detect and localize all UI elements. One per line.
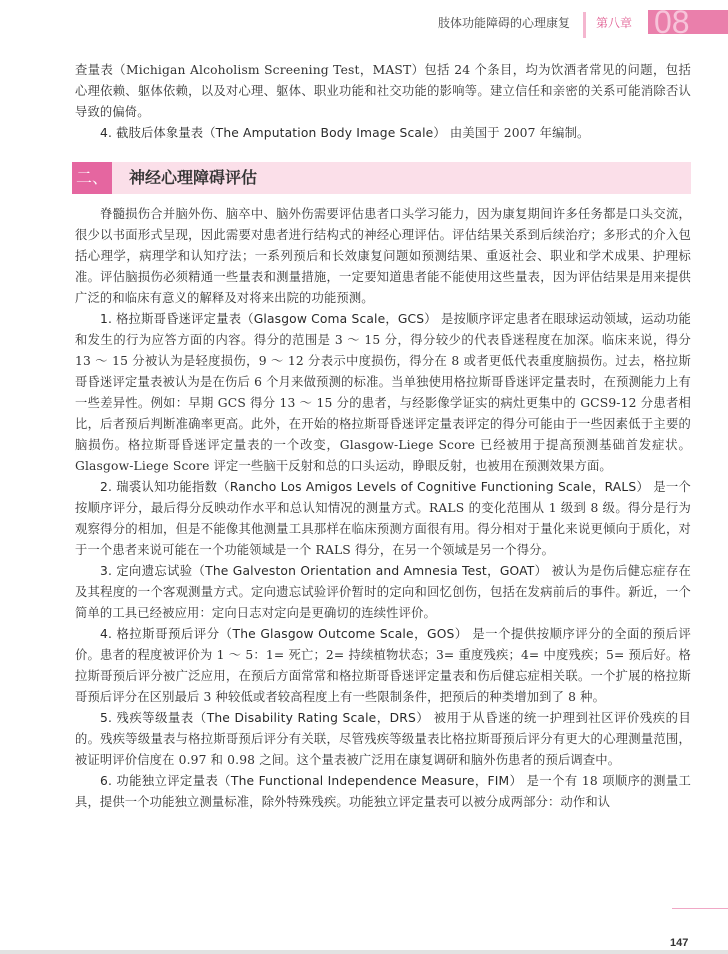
chapter-label: 第八章: [596, 16, 633, 30]
list-item: [75, 708, 691, 771]
section-number: 二、: [72, 162, 112, 194]
item-text: 是一个提供按顺序评分的全面的预后评价。患者的程度被评价为 1 ～ 5：1= 死亡；2= 持续植物状态；3= 重度残疾；4= 中度残疾；5= 预后好。格拉斯哥预后评分被广泛应用，在预后方面常常和格拉斯哥昏迷评定量表和伤后健忘症相关联。一个扩展的格拉斯哥预后评分在区别最后 3 种较低或者较高程度上有一些限制条件，把预后的种类增加到了 8 种。: [75, 627, 691, 704]
item-title: 4. 截肢后体象量表（The Amputation Body Image Scale）: [100, 126, 446, 140]
list-item: [75, 477, 691, 561]
footer-rule: [672, 908, 728, 909]
item-title: 1. 格拉斯哥昏迷评定量表（Glasgow Coma Scale，GCS）: [100, 312, 437, 326]
item-text: 被认为是伤后健忘症存在及其程度的一个客观测量方式。定向遗忘试验评价暂时的定向和回忆创伤，包括在发病前后的事件。新近，一个简单的工具已经被应用：定向日志对定向是更确切的连续性评价。: [75, 564, 691, 620]
item-title: 2. 瑞裘认知功能指数（Rancho Los Amigos Levels of Cognitive Functioning Scale，RALS）: [100, 480, 650, 494]
item-title: 3. 定向遗忘试验（The Galveston Orientation and Amnesia Test，GOAT）: [100, 564, 548, 578]
chapter-number: 08: [654, 10, 690, 34]
list-item: [75, 771, 691, 813]
item-title: 4. 格拉斯哥预后评分（The Glasgow Outcome Scale，GOS）: [100, 627, 468, 641]
item-title: 5. 残疾等级量表（The Disability Rating Scale，DRS）: [100, 711, 430, 725]
page-number: 147: [670, 937, 689, 949]
section-intro-paragraph: 脊髓损伤合并脑外伤、脑卒中、脑外伤需要评估患者口头学习能力，因为康复期间许多任务都是口头交流，很少以书面形式呈现，因此需要对患者进行结构式的神经心理评估。评估结果关系到后续治疗；多形式的介入包括心理学，病理学和认知疗法；一系列预后和长效康复问题如预测结果、重返社会、职业和学术成果、护理标准。评估脑损伤必须精通一些量表和测量措施，一定要知道患者能不能使用这些量表，因为评估结果是用来提供广泛的和临床有意义的解释及对将来出院的功能预测。: [75, 207, 691, 305]
book-title: 肢体功能障碍的心理康复: [437, 16, 570, 30]
item-amputation-scale: [75, 123, 691, 144]
section-heading: [72, 162, 691, 194]
item-text: 是一个有 18 项顺序的测量工具，提供一个功能独立测量标准，除外特殊残疾。功能独立评定量表可以被分成两部分：动作和认: [75, 774, 692, 809]
footer-strip: [0, 950, 728, 954]
continued-paragraph: 查量表（Michigan Alcoholism Screening Test，MAST）包括 24 个条目，均为饮酒者常见的问题，包括心理依赖、躯体依赖，以及对心理、躯体、职业功能和社交功能的影响等。建立信任和亲密的关系可能消除否认导致的偏倚。: [75, 63, 691, 119]
list-item: [75, 309, 691, 477]
list-item: [75, 561, 691, 624]
item-text: 是一个按顺序评分，最后得分反映动作水平和总认知情况的测量方式。RALS 的变化范围从 1 级到 8 级。得分是行为观察得分的相加，但是不能像其他测量工具那样在临床预测方面很有用。得分相对于量化来说更倾向于质化，对于一个患者来说可能在一个功能领域是一个 RALS 得分，在另一个领域是另一个得分。: [75, 480, 691, 557]
header-divider: [583, 12, 586, 38]
item-text: 被用于从昏迷的统一护理到社区评价残疾的目的。残疾等级量表与格拉斯哥预后评分有关联，尽管残疾等级量表比格拉斯哥预后评分有更大的心理测量范围，被证明评价信度在 0.97 和 0.98 之间。这个量表被广泛用在康复调研和脑外伤患者的预后调查中。: [75, 711, 691, 767]
item-text: 由美国于 2007 年编制。: [449, 126, 590, 140]
section-title: 神经心理障碍评估: [129, 168, 258, 187]
chapter-number-block: [648, 10, 728, 34]
item-title: 6. 功能独立评定量表（The Functional Independence Measure，FIM）: [100, 774, 523, 788]
item-text: 是按顺序评定患者在眼球运动领域，运动功能和发生的行为应答方面的内容。得分的范围是 3 ～ 15 分，得分较少的代表昏迷程度在加深。临床来说，得分 13 ～ 15 分被认为是轻度损伤，9 ～ 12 分表示中度损伤，得分在 8 或者更低代表重度脑损伤。过去，格拉斯哥昏迷评定量表被认为是在伤后 6 个月来做预测的标准。当单独使用格拉斯哥昏迷评定量表时，在预测能力上有一些差异性。例如：早期 GCS 得分 13 ～ 15 分的患者，与经影像学证实的病灶更集中的 GCS9-12 分患者相比，后者预后判断准确率更高。此外，在开始的格拉斯哥昏迷评定量表评定的得分可能由于一些因素低于主要的脑损伤。格拉斯哥昏迷评定量表的一个改变，Glasgow-Liege Score 已经被用于提高预测基础首发症状。Glasgow-Liege Score 评定一些脑干反射和总的口头运动，睁眼反射，也被用在预测效果方面。: [75, 312, 691, 473]
list-item: [75, 624, 691, 708]
